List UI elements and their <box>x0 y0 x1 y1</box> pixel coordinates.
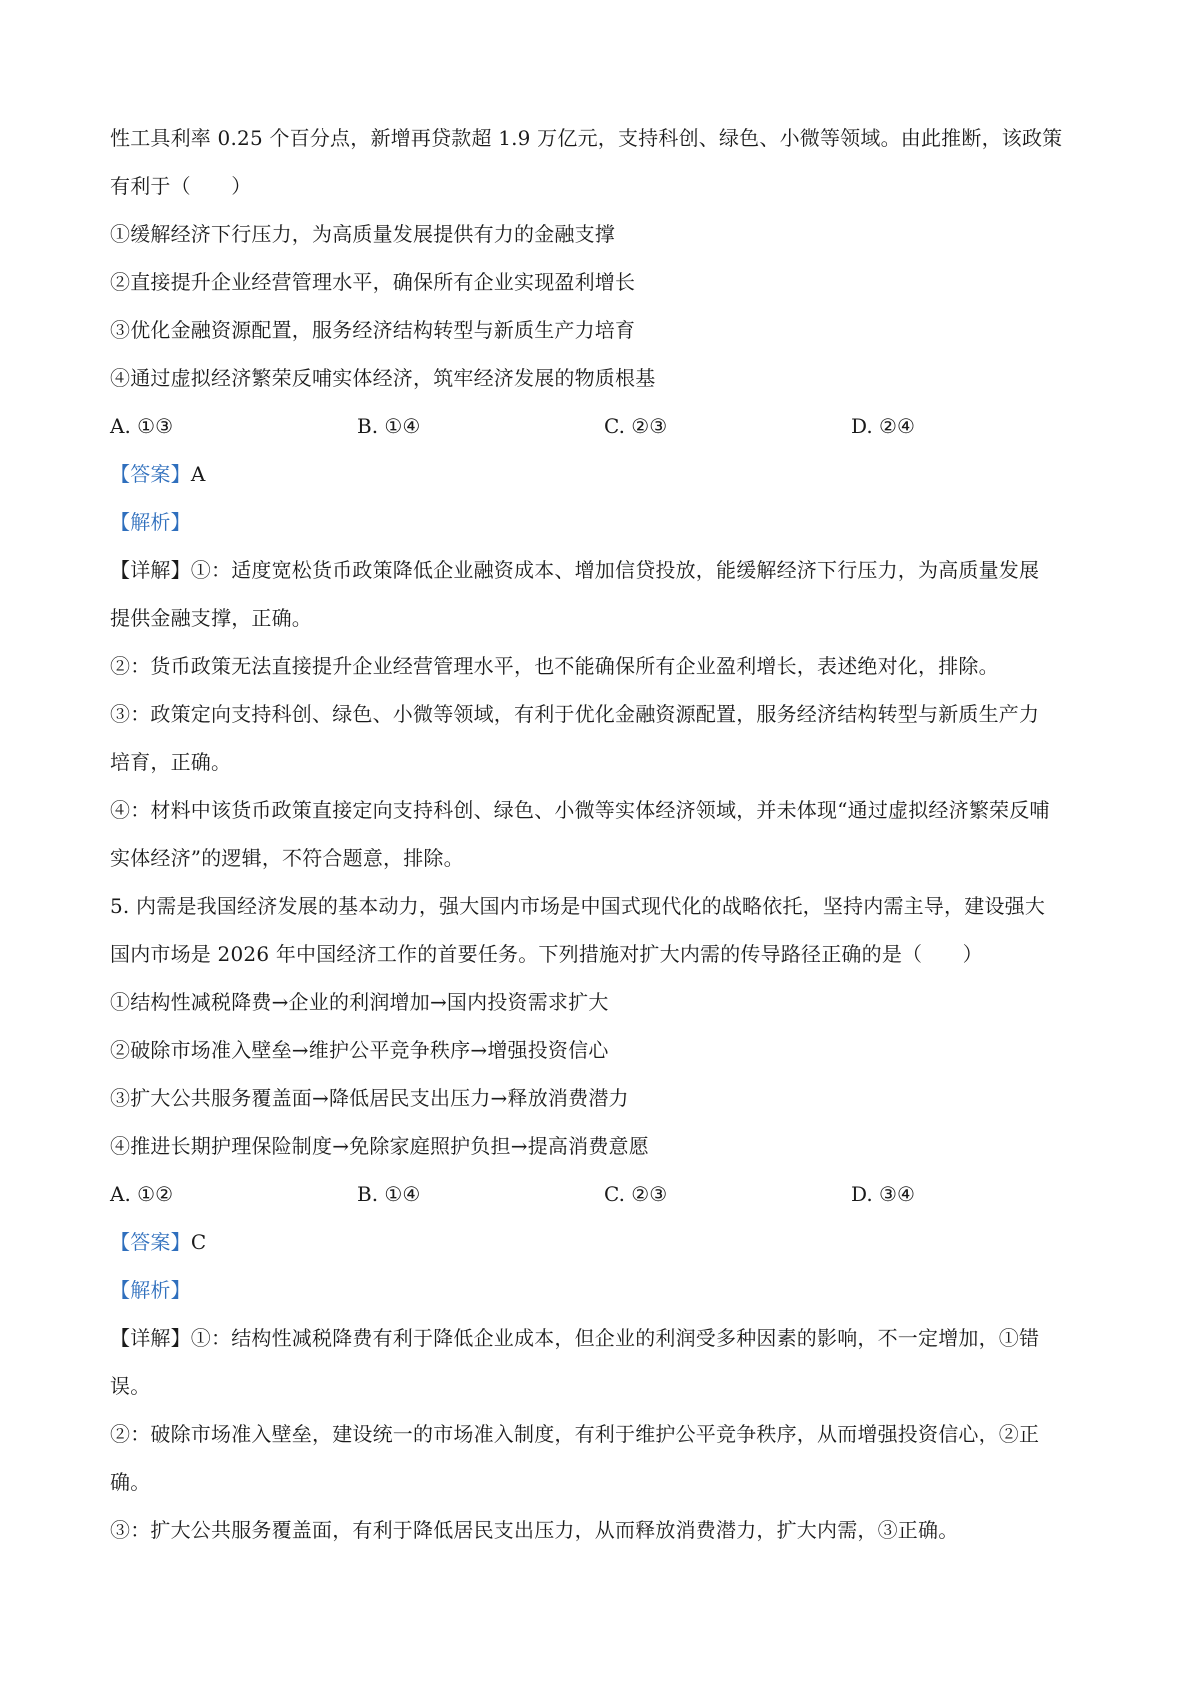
answer-value: C <box>190 1230 207 1254</box>
statement-2: ②破除市场准入壁垒→维护公平竞争秩序→增强投资信心 <box>110 1038 609 1062</box>
detail-line: 【详解】①：适度宽松货币政策降低企业融资成本、增加信贷投放，能缓解经济下行压力，为高质量发展 <box>110 558 1040 582</box>
detail-line: ③：政策定向支持科创、绿色、小微等领域，有利于优化金融资源配置，服务经济结构转型与新质生产力 <box>110 702 1040 726</box>
statement-3: ③扩大公共服务覆盖面→降低居民支出压力→释放消费潜力 <box>110 1086 629 1110</box>
choice-c: C. ②③ <box>604 414 668 438</box>
statement-2: ②直接提升企业经营管理水平，确保所有企业实现盈利增长 <box>110 270 636 294</box>
statement-4: ④推进长期护理保险制度→免除家庭照护负担→提高消费意愿 <box>110 1134 649 1158</box>
question-5 <box>110 882 1100 1554</box>
detail-line: ②：货币政策无法直接提升企业经营管理水平，也不能确保所有企业盈利增长，表述绝对化，排除。 <box>110 654 999 678</box>
question-stem-line: 有利于（ ） <box>110 174 252 198</box>
detail-line: 培育，正确。 <box>110 750 232 774</box>
detail-line: ③：扩大公共服务覆盖面，有利于降低居民支出压力，从而释放消费潜力，扩大内需，③正确。 <box>110 1518 959 1542</box>
detail-line: 误。 <box>110 1374 151 1398</box>
answer-tag: 【答案】 <box>110 1230 191 1254</box>
answer-choices <box>110 402 1100 450</box>
choice-d: D. ②④ <box>851 414 915 438</box>
choice-a: A. ①③ <box>110 414 174 438</box>
document-page <box>110 114 1100 1554</box>
analysis-line <box>110 498 1100 546</box>
detail-line: ④：材料中该货币政策直接定向支持科创、绿色、小微等实体经济领域，并未体现“通过虚拟经济繁荣反哺 <box>110 798 1050 822</box>
answer-tag: 【答案】 <box>110 462 191 486</box>
detail-line: 实体经济”的逻辑，不符合题意，排除。 <box>110 846 464 870</box>
statement-3: ③优化金融资源配置，服务经济结构转型与新质生产力培育 <box>110 318 636 342</box>
detail-line: 【详解】①：结构性减税降费有利于降低企业成本，但企业的利润受多种因素的影响，不一定增加，①错 <box>110 1326 1040 1350</box>
choice-b: B. ①④ <box>357 414 421 438</box>
question-stem-line: 5. 内需是我国经济发展的基本动力，强大国内市场是中国式现代化的战略依托，坚持内需主导，建设强大 <box>110 894 1046 918</box>
question-stem-line: 性工具利率 0.25 个百分点，新增再贷款超 1.9 万亿元，支持科创、绿色、小微等领域。由此推断，该政策 <box>110 126 1063 150</box>
answer-line <box>110 450 1100 498</box>
statement-1: ①缓解经济下行压力，为高质量发展提供有力的金融支撑 <box>110 222 615 246</box>
analysis-tag: 【解析】 <box>110 510 191 534</box>
detail-line: ②：破除市场准入壁垒，建设统一的市场准入制度，有利于维护公平竞争秩序，从而增强投资信心，②正 <box>110 1422 1040 1446</box>
analysis-line <box>110 1266 1100 1314</box>
detail-line: 确。 <box>110 1470 151 1494</box>
analysis-tag: 【解析】 <box>110 1278 191 1302</box>
statement-4: ④通过虚拟经济繁荣反哺实体经济，筑牢经济发展的物质根基 <box>110 366 656 390</box>
answer-choices <box>110 1170 1100 1218</box>
answer-line <box>110 1218 1100 1266</box>
statement-1: ①结构性减税降费→企业的利润增加→国内投资需求扩大 <box>110 990 609 1014</box>
detail-line: 提供金融支撑，正确。 <box>110 606 312 630</box>
question-4 <box>110 114 1100 882</box>
choice-d: D. ③④ <box>851 1182 915 1206</box>
choice-c: C. ②③ <box>604 1182 668 1206</box>
choice-a: A. ①② <box>110 1182 174 1206</box>
question-stem-line: 国内市场是 2026 年中国经济工作的首要任务。下列措施对扩大内需的传导路径正确的是（ ） <box>110 942 983 966</box>
answer-value: A <box>190 462 206 486</box>
choice-b: B. ①④ <box>357 1182 421 1206</box>
